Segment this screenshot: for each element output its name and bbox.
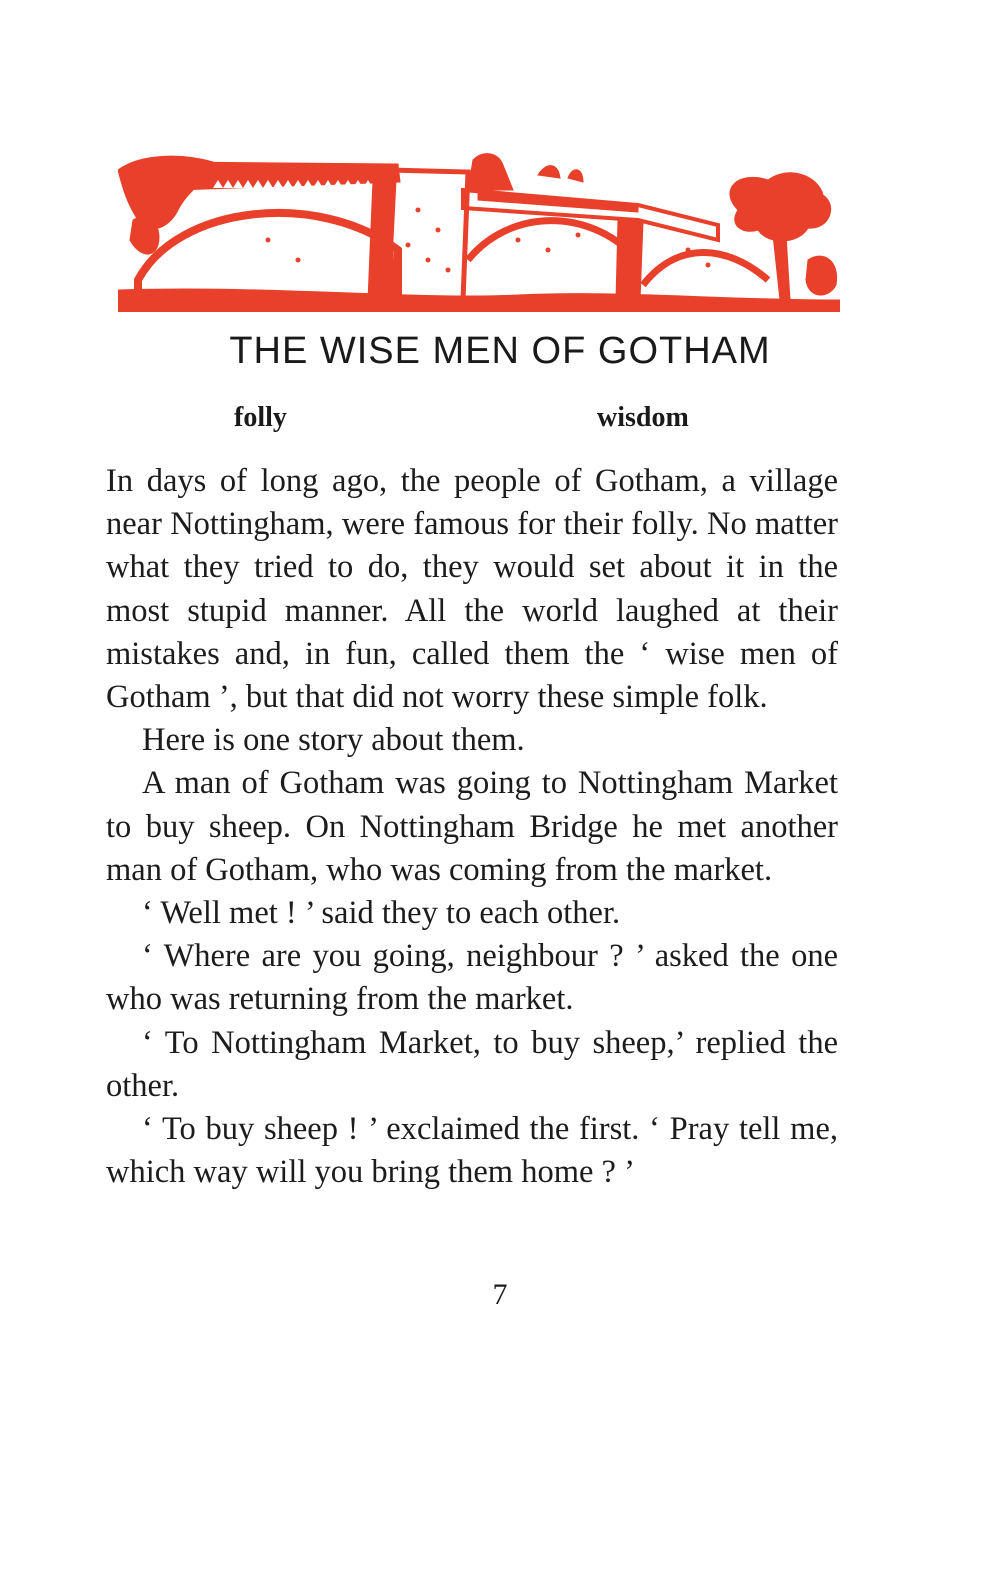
paragraph: ‘ Well met ! ’ said they to each other. xyxy=(142,895,621,932)
paragraph: ‘ To Nottingham Market, to buy sheep,’ replied the other. xyxy=(106,1024,838,1104)
page-number: 7 xyxy=(492,1278,508,1311)
paragraph: In days of long ago, the people of Gotham, a village near Nottingham, were famous for their folly. No matter what they tried to do, they would set about it in the most stupid manner. All the world laughed at their mistakes and, in fun, called them the ‘ wise men of Gotham ’, but that did not worry these simple folk. xyxy=(106,463,838,716)
page-title: THE WISE MEN OF GOTHAM xyxy=(229,330,771,372)
paragraph: A man of Gotham was going to Nottingham Market to buy sheep. On Nottingham Bridge he met another man of Gotham, who was coming from the market. xyxy=(106,765,838,888)
vocab-word-wisdom: wisdom xyxy=(597,402,689,433)
vocab-word-folly: folly xyxy=(234,402,287,433)
paragraph: Here is one story about them. xyxy=(142,722,525,759)
story-text xyxy=(106,460,838,1194)
paragraph: ‘ To buy sheep ! ’ exclaimed the first. ‘ Pray tell me, which way will you bring them home ? ’ xyxy=(106,1111,838,1191)
bridge-illustration xyxy=(118,150,840,312)
paragraph: ‘ Where are you going, neighbour ? ’ asked the one who was returning from the market. xyxy=(106,938,838,1018)
